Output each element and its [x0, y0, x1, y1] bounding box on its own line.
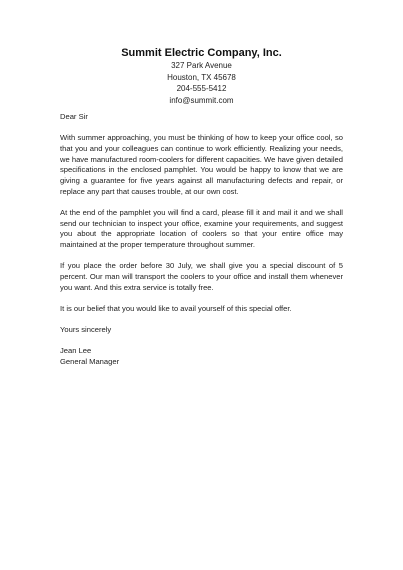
- address-city: Houston, TX 45678: [167, 72, 236, 82]
- address-street: 327 Park Avenue: [171, 61, 232, 70]
- paragraph-discount: If you place the order before 30 July, we shall give you a special discount of 5 percent. Our man will transport the coolers to your office and install them whenever you want. And this extra service is totally free.: [60, 261, 343, 292]
- paragraph-card: At the end of the pamphlet you will find a card, please fill it and mail it and we shall send our technician to inspect your office, examine your requirements, and suggest you about the appropriate location of coolers so that your entire office may maintained at the proper temperature throughout summer.: [60, 207, 343, 250]
- salutation: Dear Sir: [60, 112, 88, 121]
- letter-body: [60, 112, 343, 368]
- paragraph-intro: With summer approaching, you must be thinking of how to keep your office cool, so that you and your colleagues can continue to work efficiently. Realizing your needs, we have manufactured room-coolers for different capacities. We have given detailed specifications in the enclosed pamphlet. You would be happy to know that we are giving a guarantee for five years against all manufacturing defects and repair, or replace any part that causes trouble, at our own cost.: [60, 133, 343, 196]
- paragraph-offer: It is our belief that you would like to avail yourself of this special offer.: [60, 303, 292, 313]
- email-address: info@summit.com: [169, 95, 234, 105]
- letterhead: [0, 46, 403, 106]
- closing: Yours sincerely: [60, 325, 112, 335]
- company-name: Summit Electric Company, Inc.: [121, 47, 282, 59]
- phone-number: 204-555-5412: [176, 84, 227, 93]
- signature-block: [60, 346, 343, 367]
- signature-title: General Manager: [60, 356, 120, 366]
- signature-name: Jean Lee: [60, 346, 92, 356]
